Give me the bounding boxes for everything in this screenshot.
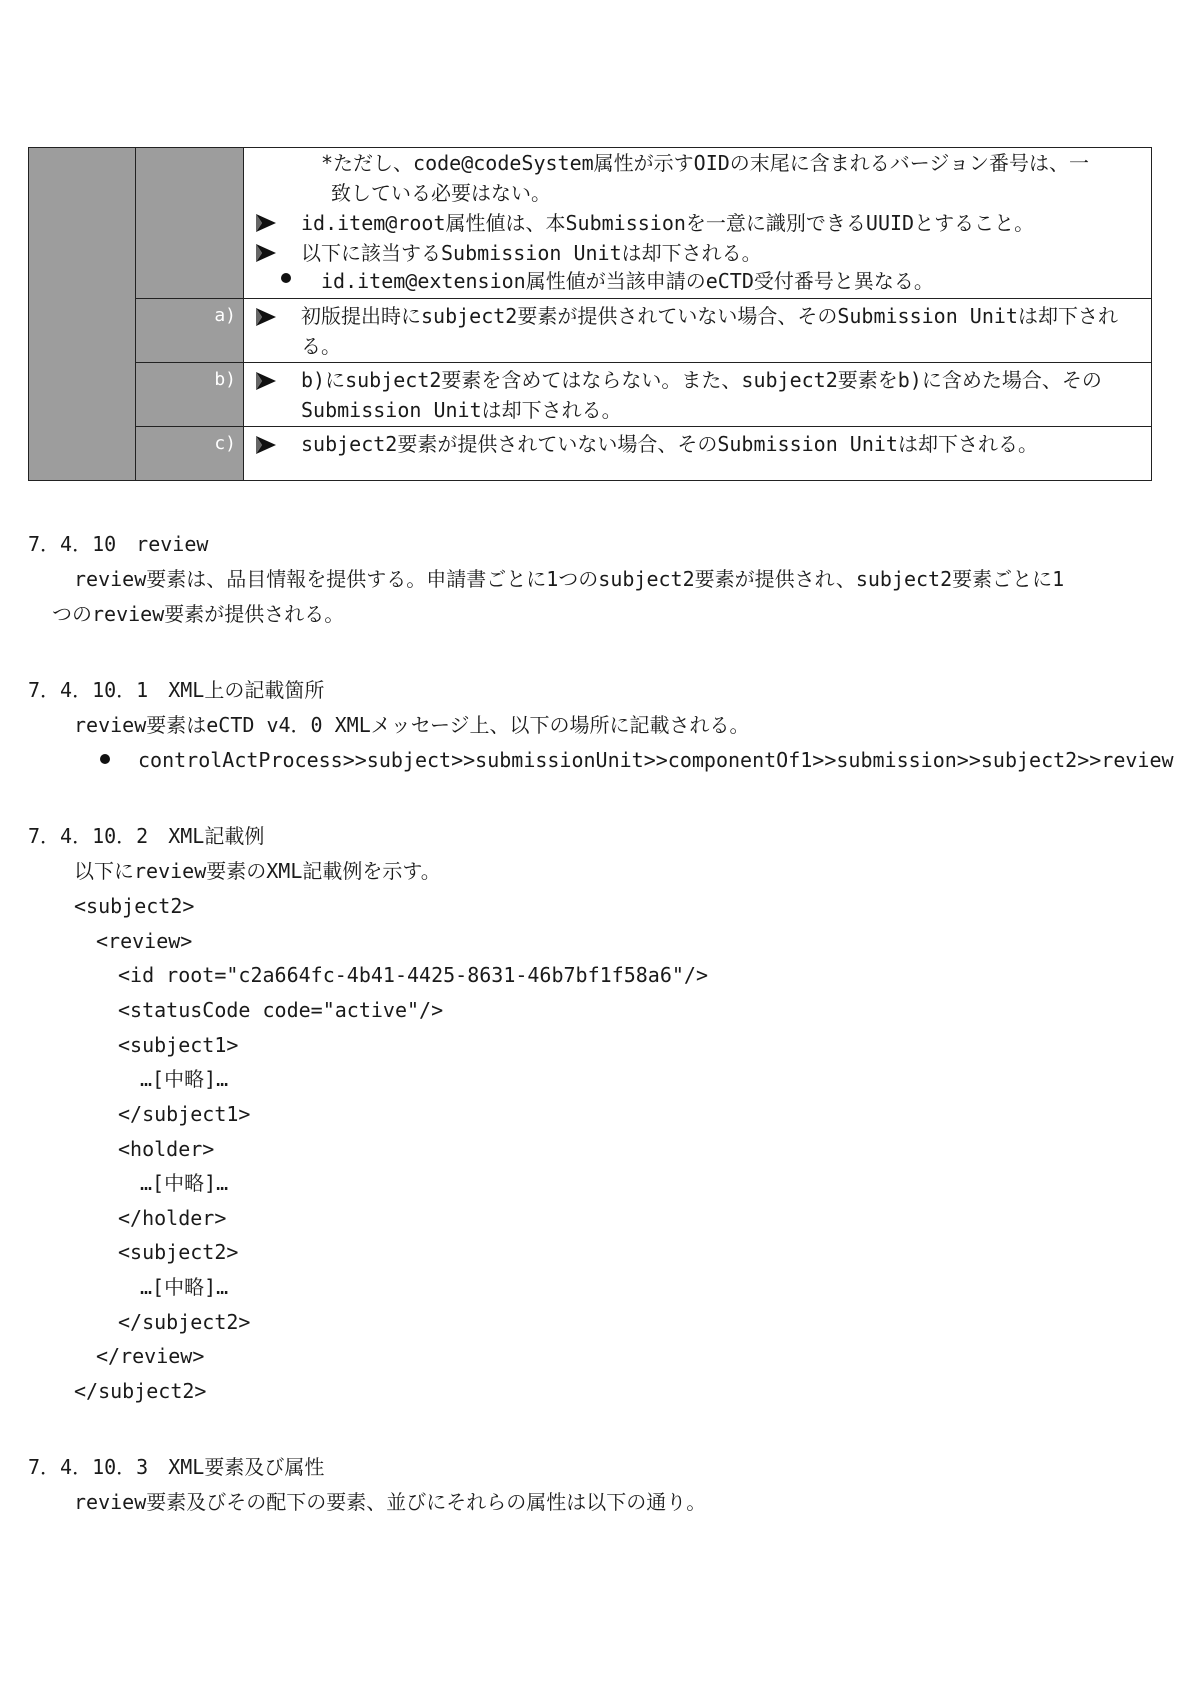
row-divider	[136, 362, 1151, 363]
section-7-4-10-2-paragraph: 以下にreview要素のXML記載例を示す。	[74, 859, 441, 883]
row-divider	[136, 298, 1151, 299]
code-line: …[中略]…	[140, 1275, 229, 1299]
code-line: <subject1>	[118, 1033, 239, 1057]
section-7-4-10-paragraph-line-1: review要素は、品目情報を提供する。申請書ごとに1つのsubject2要素が提供され、subject2要素ごとに1	[74, 567, 1065, 591]
row-a-line-1: 初版提出時にsubject2要素が提供されていない場合、そのSubmission Unitは却下され	[301, 304, 1118, 328]
code-line: <review>	[96, 929, 193, 953]
code-line: </holder>	[118, 1206, 227, 1230]
table-arrow-item-1: id.item@root属性値は、本Submissionを一意に識別できるUUIDとすること。	[301, 211, 1035, 235]
code-line: …[中略]…	[140, 1067, 229, 1091]
table-column-gray-1	[29, 148, 136, 480]
row-a-line-2: る。	[301, 334, 341, 358]
section-heading-7-4-10-1: 7．4．10．1 XML上の記載箇所	[28, 678, 325, 702]
arrow-bullet-icon	[255, 370, 277, 392]
arrow-bullet-icon	[255, 306, 277, 328]
row-label-a: a)	[214, 305, 236, 326]
section-heading-7-4-10: 7．4．10 review	[28, 532, 209, 556]
row-c-line-1: subject2要素が提供されていない場合、そのSubmission Unitは却下される。	[301, 432, 1038, 456]
code-line: <id root="c2a664fc-4b41-4425-8631-46b7bf1f58a6"/>	[118, 963, 709, 987]
code-line: </subject1>	[118, 1102, 251, 1126]
row-divider	[136, 426, 1151, 427]
section-heading-7-4-10-3: 7．4．10．3 XML要素及び属性	[28, 1455, 325, 1479]
arrow-bullet-icon	[255, 212, 277, 234]
code-line: …[中略]…	[140, 1171, 229, 1195]
code-line: <holder>	[118, 1137, 215, 1161]
requirements-table	[28, 147, 1152, 481]
code-line: </review>	[96, 1344, 205, 1368]
row-b-line-2: Submission Unitは却下される。	[301, 398, 622, 422]
table-arrow-item-2: 以下に該当するSubmission Unitは却下される。	[301, 241, 762, 265]
code-line: </subject2>	[74, 1379, 207, 1403]
row-label-b: b)	[214, 369, 236, 390]
section-7-4-10-3-paragraph: review要素及びその配下の要素、並びにそれらの属性は以下の通り。	[74, 1490, 707, 1514]
code-line: </subject2>	[118, 1310, 251, 1334]
table-bullet-item: id.item@extension属性値が当該申請のeCTD受付番号と異なる。	[321, 269, 934, 293]
bullet-dot-icon	[100, 754, 110, 764]
code-line: <statusCode code="active"/>	[118, 998, 444, 1022]
xml-location-path: controlActProcess>>subject>>submissionUnit>>componentOf1>>submission>>subject2>>review	[138, 748, 1174, 772]
row-label-c: c)	[214, 433, 236, 454]
code-line: <subject2>	[74, 894, 195, 918]
section-7-4-10-paragraph-line-2: つのreview要素が提供される。	[52, 602, 345, 626]
bullet-dot-icon	[281, 273, 291, 283]
section-7-4-10-1-paragraph: review要素はeCTD v4．0 XMLメッセージ上、以下の場所に記載される。	[74, 713, 750, 737]
code-line: <subject2>	[118, 1240, 239, 1264]
section-heading-7-4-10-2: 7．4．10．2 XML記載例	[28, 824, 265, 848]
note-line-1: *ただし、code@codeSystem属性が示すOIDの末尾に含まれるバージョン番号は、一	[321, 151, 1089, 175]
arrow-bullet-icon	[255, 242, 277, 264]
arrow-bullet-icon	[255, 434, 277, 456]
row-b-line-1: b)にsubject2要素を含めてはならない。また、subject2要素をb)に含めた場合、その	[301, 368, 1102, 392]
note-line-2: 致している必要はない。	[331, 181, 551, 205]
